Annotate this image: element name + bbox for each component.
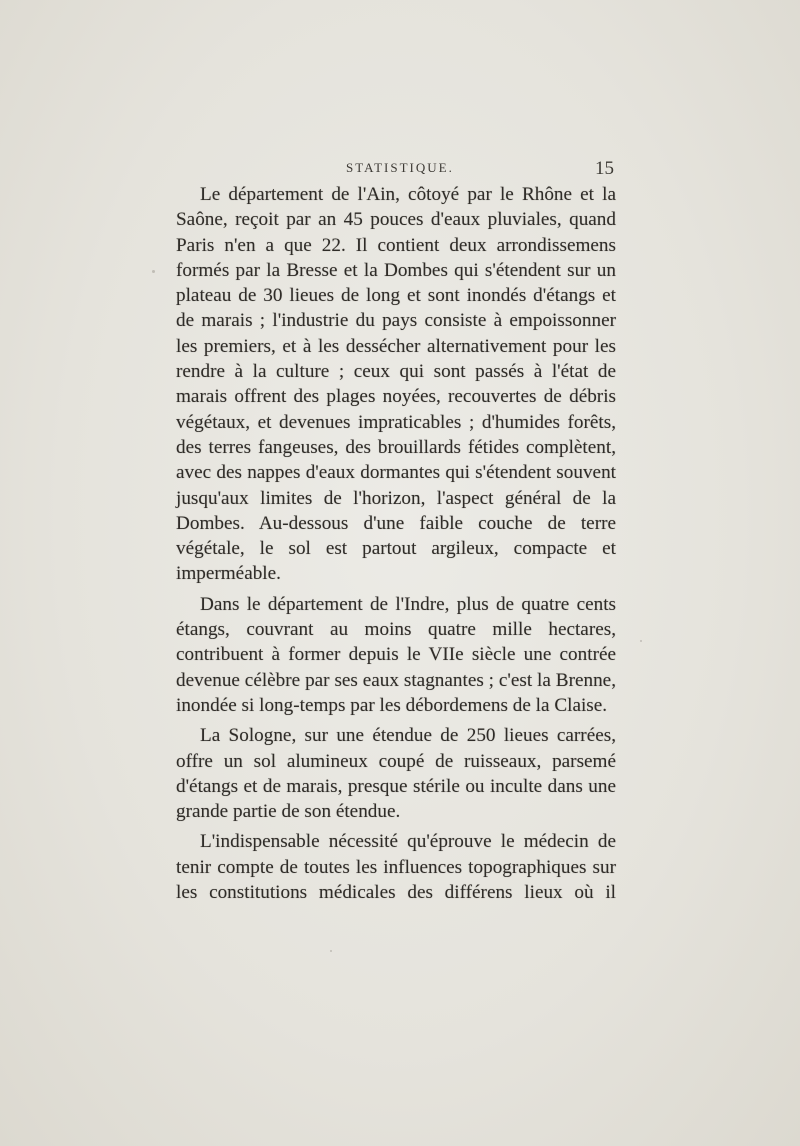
paper-speck	[330, 950, 332, 952]
paper-speck	[640, 640, 642, 642]
body-text	[176, 182, 616, 910]
running-title: STATISTIQUE.	[346, 160, 454, 175]
page-header	[176, 158, 616, 182]
paragraph-indre: Dans le département de l'Indre, plus de quatre cents étangs, couvrant au moins quatre mille hectares, contribuent à former depuis le VIIe siècle une contrée devenue célèbre par ses eaux stagnantes ; c'est la Brenne, inondée si long-temps par les débordemens de la Claise.	[176, 593, 616, 716]
paragraph-medecin: L'indispensable nécessité qu'éprouve le médecin de tenir compte de toutes les influences topographiques sur les constitutions médicales des différens lieux où il	[176, 831, 616, 904]
page-number: 15	[595, 158, 614, 179]
paragraph-ain: Le département de l'Ain, côtoyé par le Rhône et la Saône, reçoit par an 45 pouces d'eaux pluviales, quand Paris n'en a que 22. Il contient deux arrondissemens formés par la Bresse et la Dombes qui s'étendent sur un plateau de 30 lieues de long et sont inondés d'étangs et de marais ; l'industrie du pays consiste à empoissonner les premiers, et à les dessécher alternativement pour les rendre à la culture ; ceux qui sont passés à l'état de marais offrent des plages noyées, recouvertes de débris végétaux, et devenues impraticables ; d'humides forêts, des terres fangeuses, des brouillards fétides complètent, avec des nappes d'eaux dormantes qui s'étendent souvent jusqu'aux limites de l'horizon, l'aspect général de la Dombes. Au-dessous d'une faible couche de terre végétale, le sol est partout argileux, compacte et imperméable.	[176, 184, 616, 585]
paper-speck	[152, 270, 155, 273]
paragraph-sologne: La Sologne, sur une étendue de 250 lieues carrées, offre un sol alumineux coupé de ruisseaux, parsemé d'étangs et de marais, presque stérile ou inculte dans une grande partie de son étendue.	[176, 725, 616, 823]
